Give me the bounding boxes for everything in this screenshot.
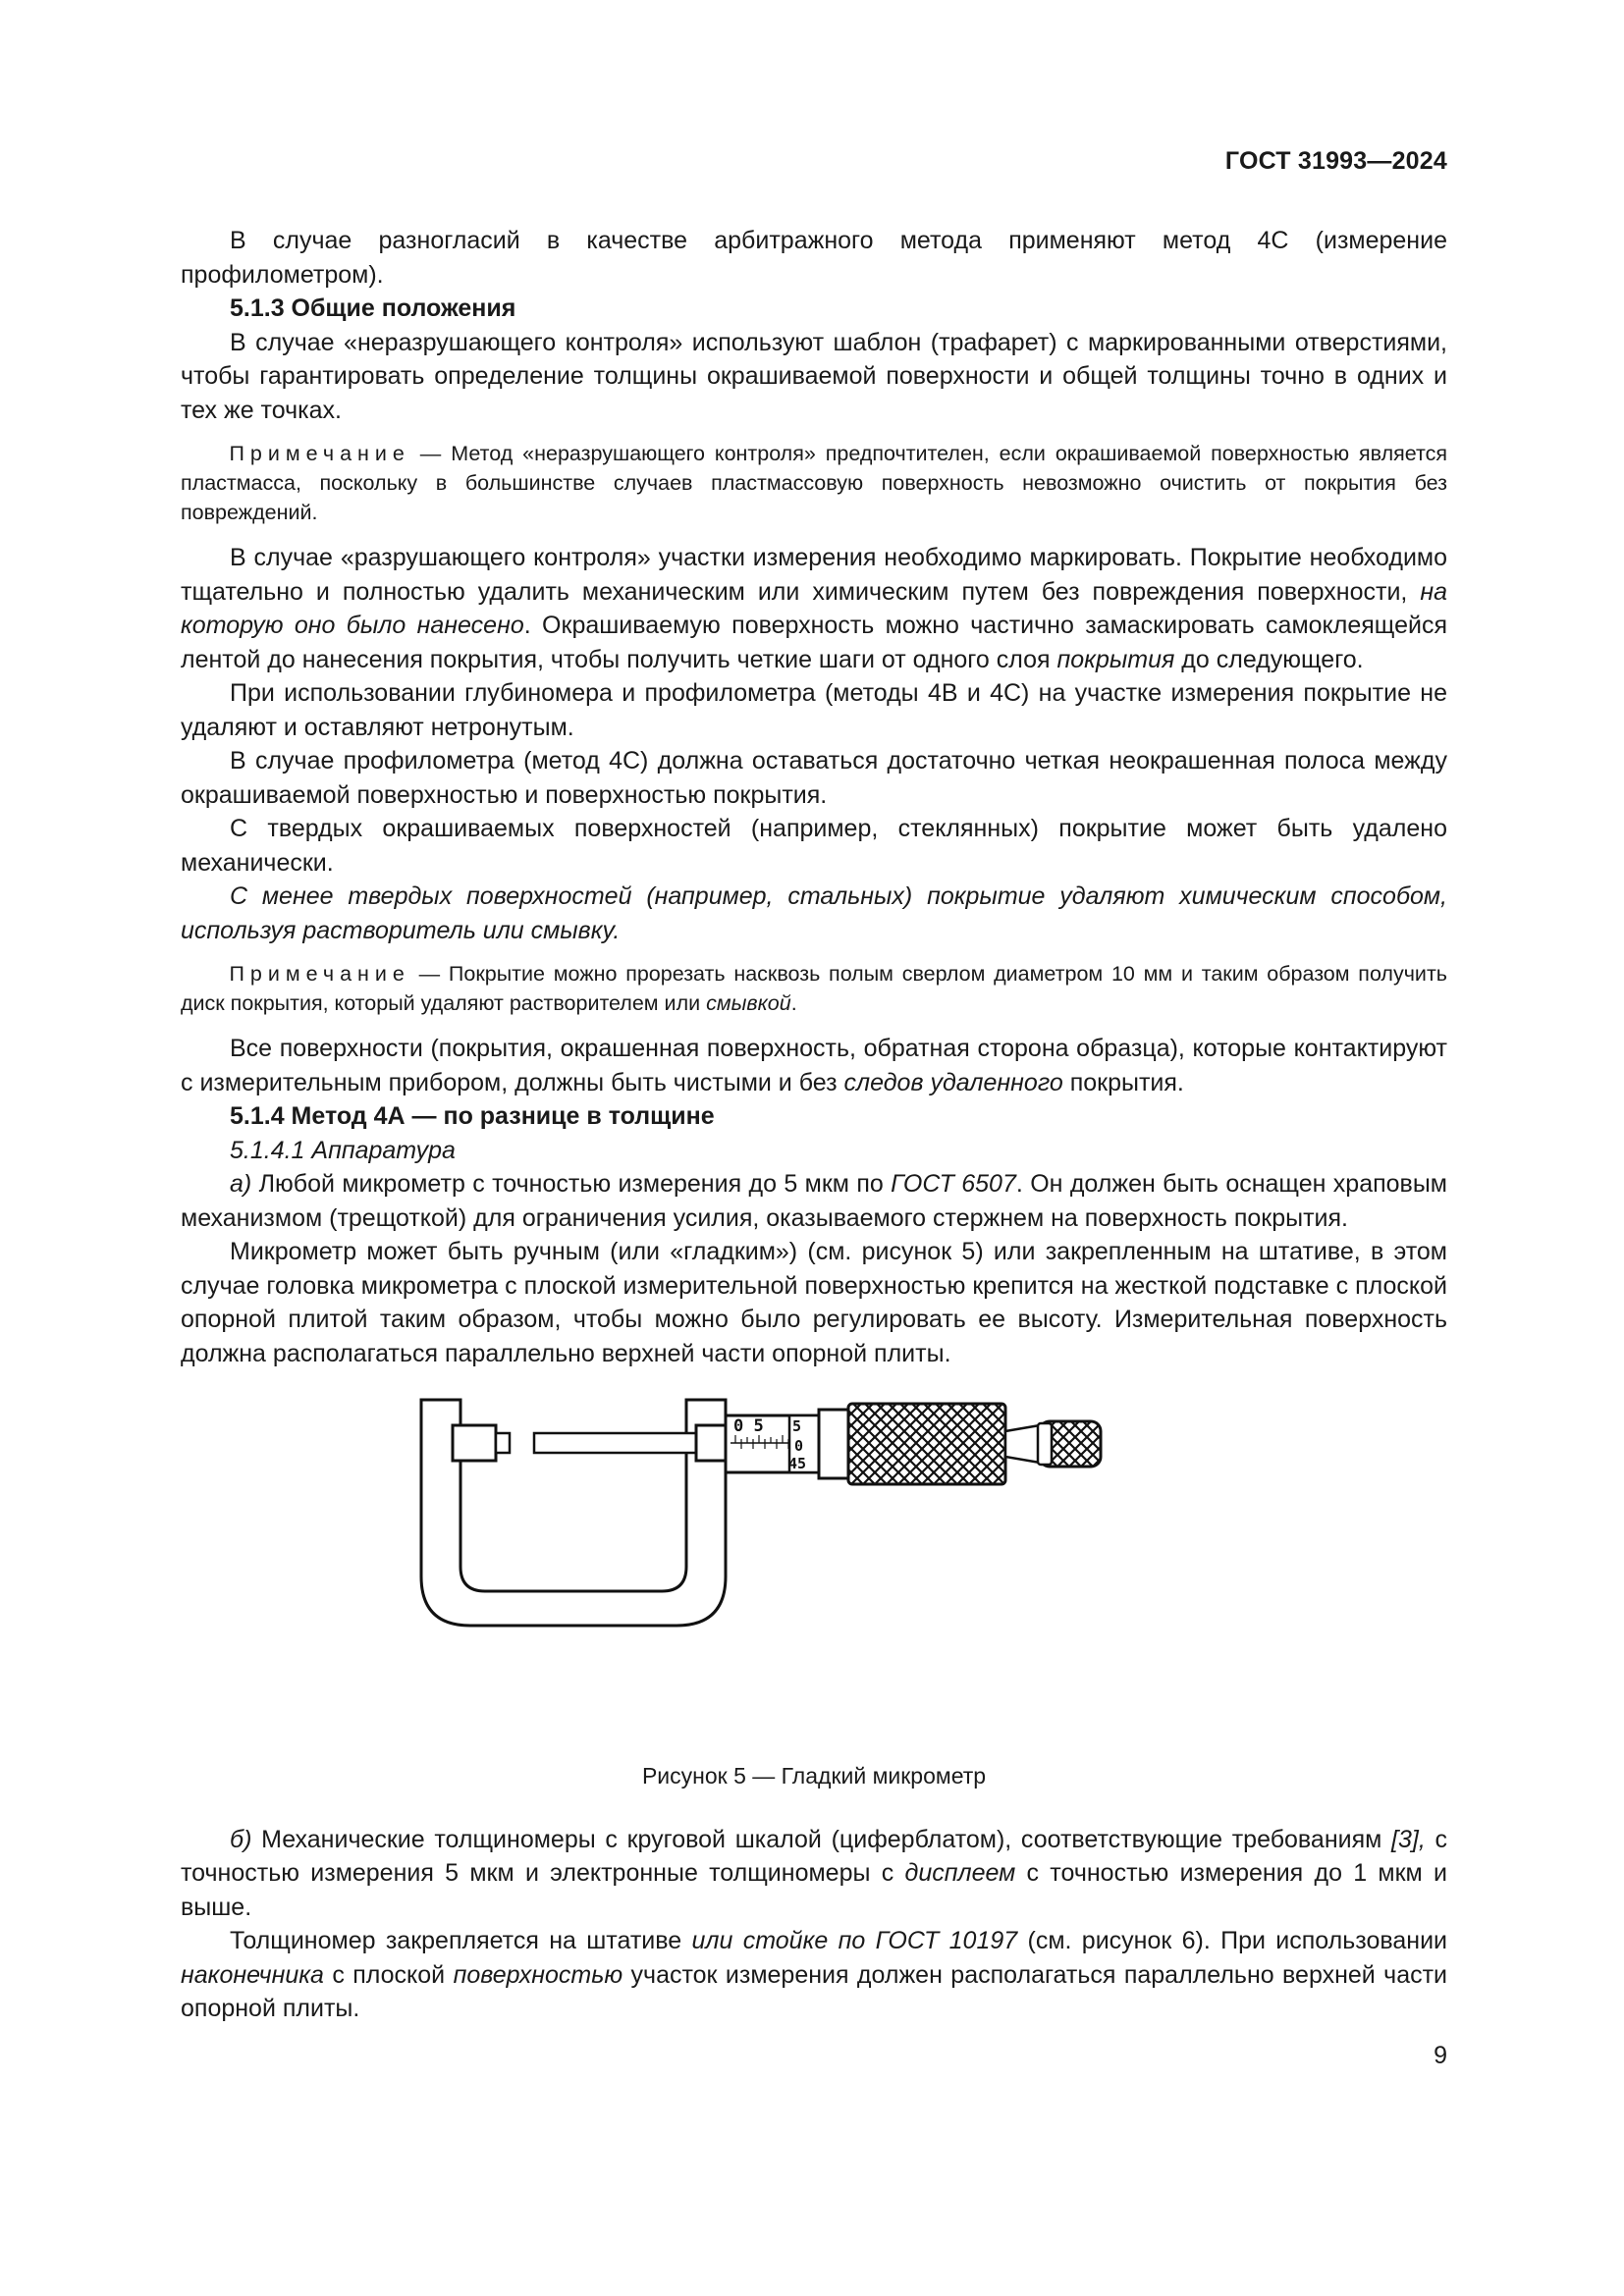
sleeve-scale: 0 5 xyxy=(733,1416,764,1436)
paragraph-micrometer: Микрометр может быть ручным (или «гладким») (см. рисунок 5) или закрепленным на штативе, в этом случае головка микрометра с плоской измерительной поверхностью крепится на жесткой подставке с плоской опорной плитой таким образом, чтобы можно было регулировать ее высоту. Измерительная поверхность должна располагаться параллельно верхней части опорной плиты. xyxy=(181,1238,1447,1367)
anvil xyxy=(453,1425,496,1461)
heading-5-1-4: 5.1.4 Метод 4А — по разнице в толщине xyxy=(230,1102,715,1130)
paragraph-profilometer: В случае профилометра (метод 4С) должна оставаться достаточно четкая неокрашенная полоса между окрашиваемой поверхностью и поверхностью покрытия. xyxy=(181,747,1447,809)
note-1: Примечание — Метод «неразрушающего контроля» предпочтителен, если окрашиваемой поверхностью является пластмасса, поскольку в большинстве случаев пластмассовую поверхность невозможно очистить от покрытия без повреждений. xyxy=(181,442,1447,524)
note-label: Примечание xyxy=(229,442,410,465)
paragraph-soft-surfaces: С менее твердых поверхностей (например, стальных) покрытие удаляют химическим способом, используя растворитель или смывку. xyxy=(181,882,1447,944)
paragraph-depth-gauge: При использовании глубиномера и профилометра (методы 4В и 4С) на участке измерения покрытие не удаляют и оставляют нетронутым. xyxy=(181,679,1447,741)
spindle xyxy=(534,1433,706,1453)
paragraph-item-a: а) Любой микрометр с точностью измерения до 5 мкм по ГОСТ 6507. Он должен быть оснащен храповым механизмом (трещоткой) для ограничения усилия, оказываемого стержнем на поверхность покрытия. xyxy=(181,1170,1447,1232)
paragraph-hard-surfaces: С твердых окрашиваемых поверхностей (например, стеклянных) покрытие может быть удалено механически. xyxy=(181,815,1447,877)
figure-caption: Рисунок 5 — Гладкий микрометр xyxy=(641,1763,987,1789)
thimble-mark-0: 0 xyxy=(794,1437,804,1455)
heading-5-1-4-1: 5.1.4.1 Аппаратура xyxy=(230,1136,456,1164)
thimble-mark-45: 45 xyxy=(788,1455,807,1472)
page-number: 9 xyxy=(1434,2042,1447,2069)
paragraph-item-b: б) Механические толщиномеры с круговой шкалой (циферблатом), соответствующие требованиям [3], с точностью измерения 5 мкм и электронные толщиномеры с дисплеем с точностью измерения до 1 мкм и выше. xyxy=(181,1825,1447,1921)
note-2: Примечание — Покрытие можно прорезать насквозь полым сверлом диаметром 10 мм и таким образом получить диск покрытия, который удаляют растворителем или смывкой. xyxy=(181,962,1447,1015)
knurled-thimble xyxy=(848,1404,1005,1484)
paragraph-all-surfaces: Все поверхности (покрытия, окрашенная поверхность, обратная сторона образца), которые контактируют с измерительным прибором, должны быть чистыми и без следов удаленного покрытия. xyxy=(181,1035,1447,1096)
heading-5-1-3: 5.1.3 Общие положения xyxy=(230,294,516,322)
micrometer-illustration xyxy=(392,1390,1177,1665)
paragraph-thickness-gauge: Толщиномер закрепляется на штативе или стойке по ГОСТ 10197 (см. рисунок 6). При использовании наконечника с плоской поверхностью участок измерения должен располагаться параллельно верхней части опорной плиты. xyxy=(181,1927,1448,2022)
body-text xyxy=(181,224,1447,2026)
figure-5 xyxy=(181,1390,1447,1753)
paragraph-arbitration: В случае разногласий в качестве арбитражного метода применяют метод 4С (измерение профилометром). xyxy=(181,227,1447,289)
paragraph-nondestructive: В случае «неразрушающего контроля» используют шаблон (трафарет) с маркированными отверстиями, чтобы гарантировать определение толщины окрашиваемой поверхности и общей толщины точно в одних и тех же точках. xyxy=(181,328,1447,424)
document-id: ГОСТ 31993—2024 xyxy=(1224,147,1447,175)
page xyxy=(181,0,1447,2296)
thimble-mark-5: 5 xyxy=(792,1417,802,1435)
paragraph-destructive: В случае «разрушающего контроля» участки измерения необходимо маркировать. Покрытие необходимо тщательно и полностью удалить механическим или химическим путем без повреждения поверхности, на которую оно было нанесено. Окрашиваемую поверхность можно частично замаскировать самоклеящейся лентой до нанесения покрытия, чтобы получить четкие шаги от одного слоя покрытия до следующего. xyxy=(181,544,1447,673)
